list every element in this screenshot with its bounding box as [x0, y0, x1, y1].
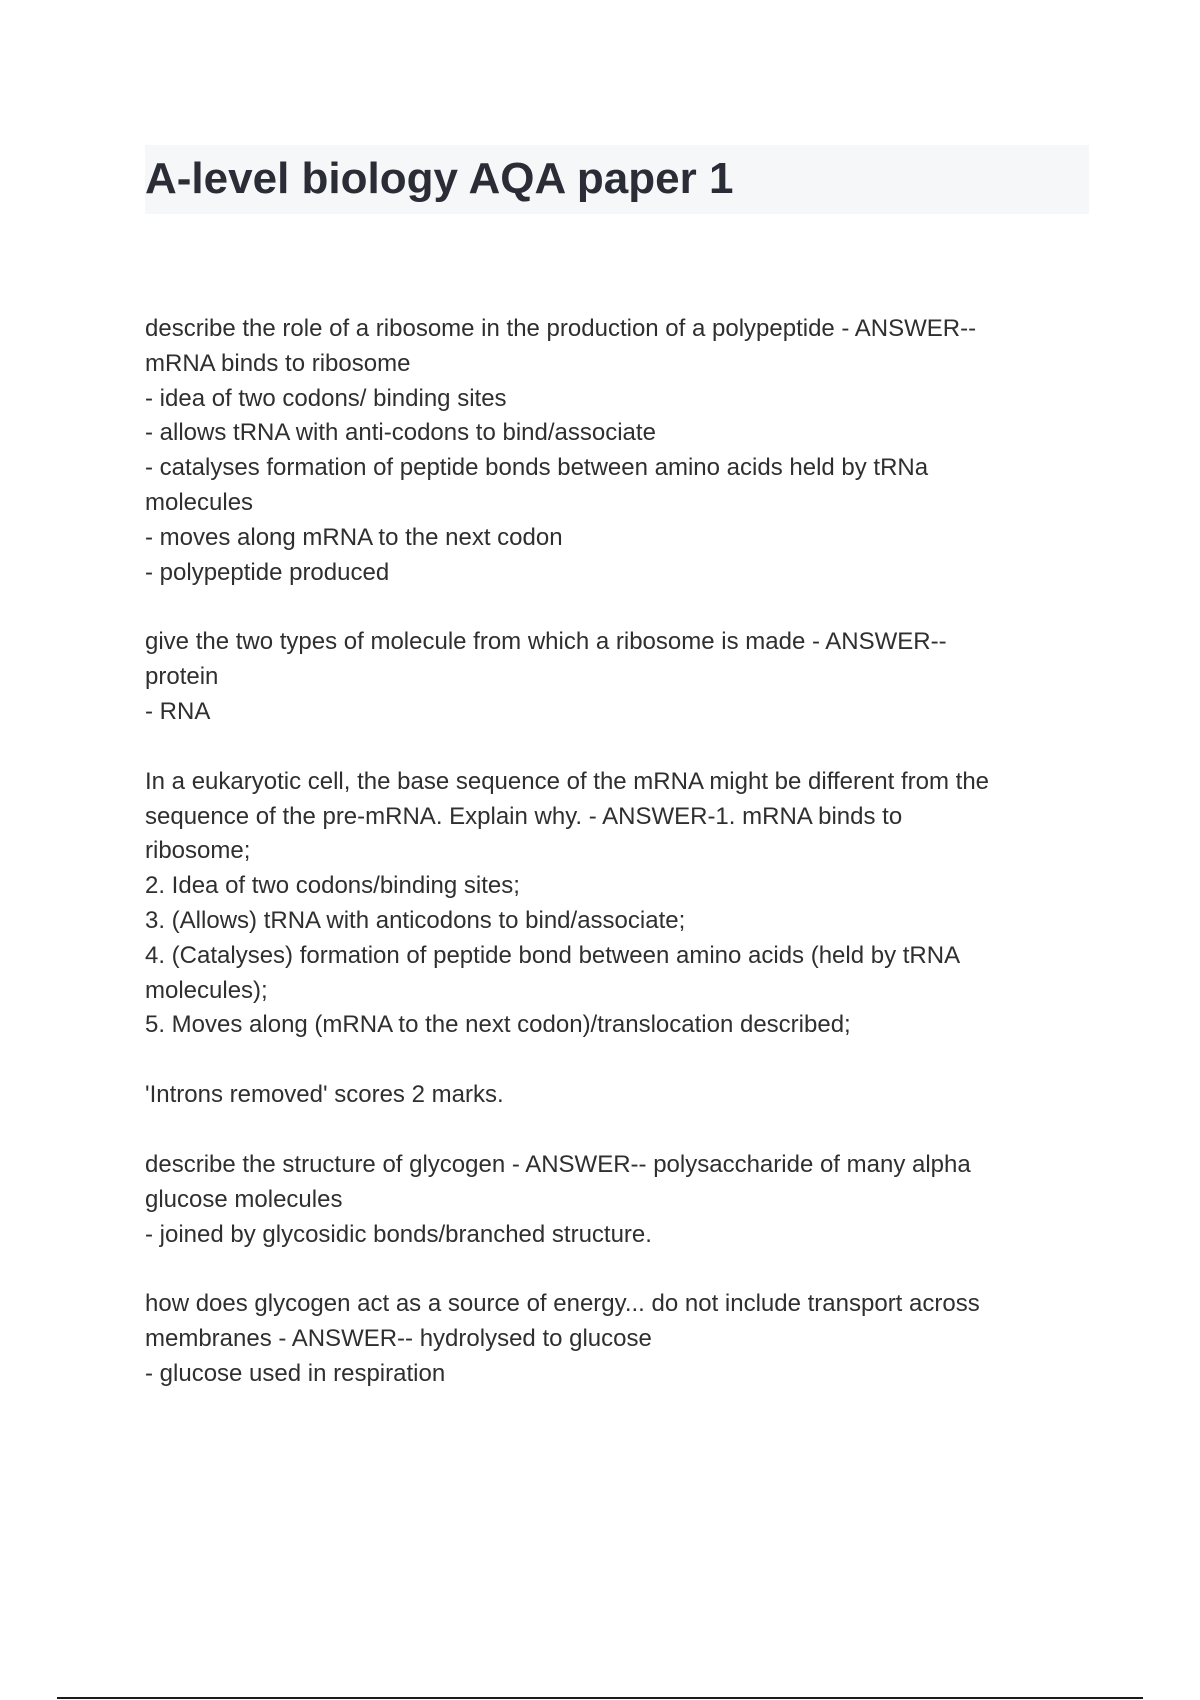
qa-glycogen-structure — [145, 1148, 1105, 1252]
qa-introns-note — [145, 1078, 1105, 1113]
text-line: 'Introns removed' scores 2 marks. — [145, 1081, 504, 1109]
qa-glycogen-energy — [145, 1287, 1105, 1391]
text-line: describe the structure of glycogen - ANSWER-- polysaccharide of many alpha — [145, 1150, 971, 1178]
text-line: - allows tRNA with anti-codons to bind/associate — [145, 419, 656, 447]
text-line: 3. (Allows) tRNA with anticodons to bind/associate; — [145, 906, 686, 934]
footer-rule — [57, 1697, 1143, 1699]
text-line: glucose molecules — [145, 1185, 343, 1213]
text-line: - polypeptide produced — [145, 558, 390, 586]
text-line: how does glycogen act as a source of energy... do not include transport across — [145, 1290, 980, 1318]
page-title: A-level biology AQA paper 1 — [145, 154, 734, 203]
document-body — [145, 312, 1105, 1427]
text-line: - glucose used in respiration — [145, 1359, 446, 1387]
text-line: - joined by glycosidic bonds/branched structure. — [145, 1220, 652, 1248]
text-line: - moves along mRNA to the next codon — [145, 523, 563, 551]
text-line: mRNA binds to ribosome — [145, 349, 411, 377]
text-line: ribosome; — [145, 837, 251, 865]
text-line: 2. Idea of two codons/binding sites; — [145, 872, 520, 900]
text-line: sequence of the pre-mRNA. Explain why. - ANSWER-1. mRNA binds to — [145, 802, 903, 830]
text-line: - RNA — [145, 697, 211, 725]
text-line: - catalyses formation of peptide bonds between amino acids held by tRNa — [145, 454, 929, 482]
text-line: molecules); — [145, 976, 268, 1004]
text-line: give the two types of molecule from which a ribosome is made - ANSWER-- — [145, 628, 947, 656]
text-line: 4. (Catalyses) formation of peptide bond between amino acids (held by tRNA — [145, 941, 961, 969]
qa-ribosome-molecules — [145, 625, 1105, 729]
text-line: molecules — [145, 488, 254, 516]
qa-ribosome-role — [145, 312, 1105, 590]
text-line: protein — [145, 663, 219, 691]
text-line: describe the role of a ribosome in the production of a polypeptide - ANSWER-- — [145, 315, 977, 342]
text-line: - idea of two codons/ binding sites — [145, 384, 507, 412]
text-line: membranes - ANSWER-- hydrolysed to glucose — [145, 1325, 652, 1353]
qa-pre-mrna — [145, 765, 1105, 1043]
text-line: In a eukaryotic cell, the base sequence of the mRNA might be different from the — [145, 767, 990, 795]
text-line: 5. Moves along (mRNA to the next codon)/translocation described; — [145, 1011, 851, 1039]
